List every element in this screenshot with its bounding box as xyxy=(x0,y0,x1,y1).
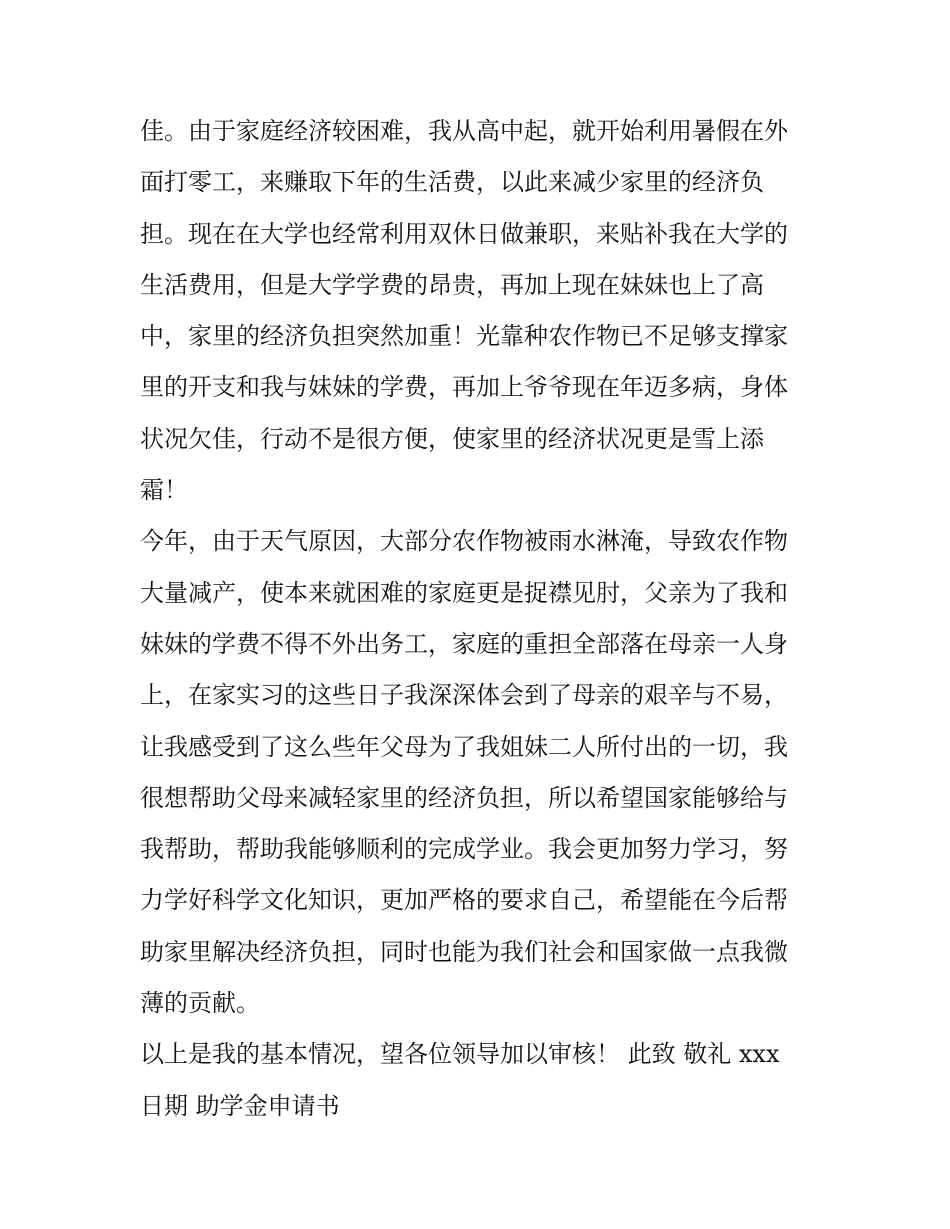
text-line: 担。现在在大学也经常利用双休日做兼职，来贴补我在大学的 xyxy=(140,219,788,248)
text-line: 生活费用，但是大学学费的昂贵，再加上现在妹妹也上了高 xyxy=(140,270,764,299)
text-line: 霜！ xyxy=(140,476,188,505)
text-line: 今年，由于天气原因，大部分农作物被雨水淋淹，导致农作物 xyxy=(140,527,788,556)
document-body xyxy=(140,106,820,1132)
text-line: 状况欠佳，行动不是很方便，使家里的经济状况更是雪上添 xyxy=(140,424,764,453)
text-line: 中，家里的经济负担突然加重！光靠种农作物已不足够支撑家 xyxy=(140,322,788,351)
closing-line: 以上是我的基本情况，望各位领导加以审核！ 此致 敬礼 xxx xyxy=(140,1040,780,1069)
text-line: 薄的贡献。 xyxy=(140,989,260,1018)
text-line: 助家里解决经济负担，同时也能为我们社会和国家做一点我微 xyxy=(140,937,788,966)
text-line: 大量减产，使本来就困难的家庭更是捉襟见肘，父亲为了我和 xyxy=(140,578,788,607)
text-line: 佳。由于家庭经济较困难，我从高中起，就开始利用暑假在外 xyxy=(140,117,788,145)
text-line: 里的开支和我与妹妹的学费，再加上爷爷现在年迈多病，身体 xyxy=(140,373,788,402)
text-line: 妹妹的学费不得不外出务工，家庭的重担全部落在母亲一人身 xyxy=(140,629,788,658)
text-line: 力学好科学文化知识，更加严格的要求自己，希望能在今后帮 xyxy=(140,886,788,915)
text-line: 我帮助，帮助我能够顺利的完成学业。我会更加努力学习，努 xyxy=(140,835,788,864)
text-line: 面打零工，来赚取下年的生活费，以此来减少家里的经济负 xyxy=(140,168,764,197)
date-title-line: 日期 助学金申请书 xyxy=(140,1091,340,1120)
text-line: 上，在家实习的这些日子我深深体会到了母亲的艰辛与不易， xyxy=(140,681,788,710)
text-line: 很想帮助父母来减轻家里的经济负担，所以希望国家能够给与 xyxy=(140,783,788,812)
text-line: 让我感受到了这么些年父母为了我姐妹二人所付出的一切，我 xyxy=(140,732,788,761)
